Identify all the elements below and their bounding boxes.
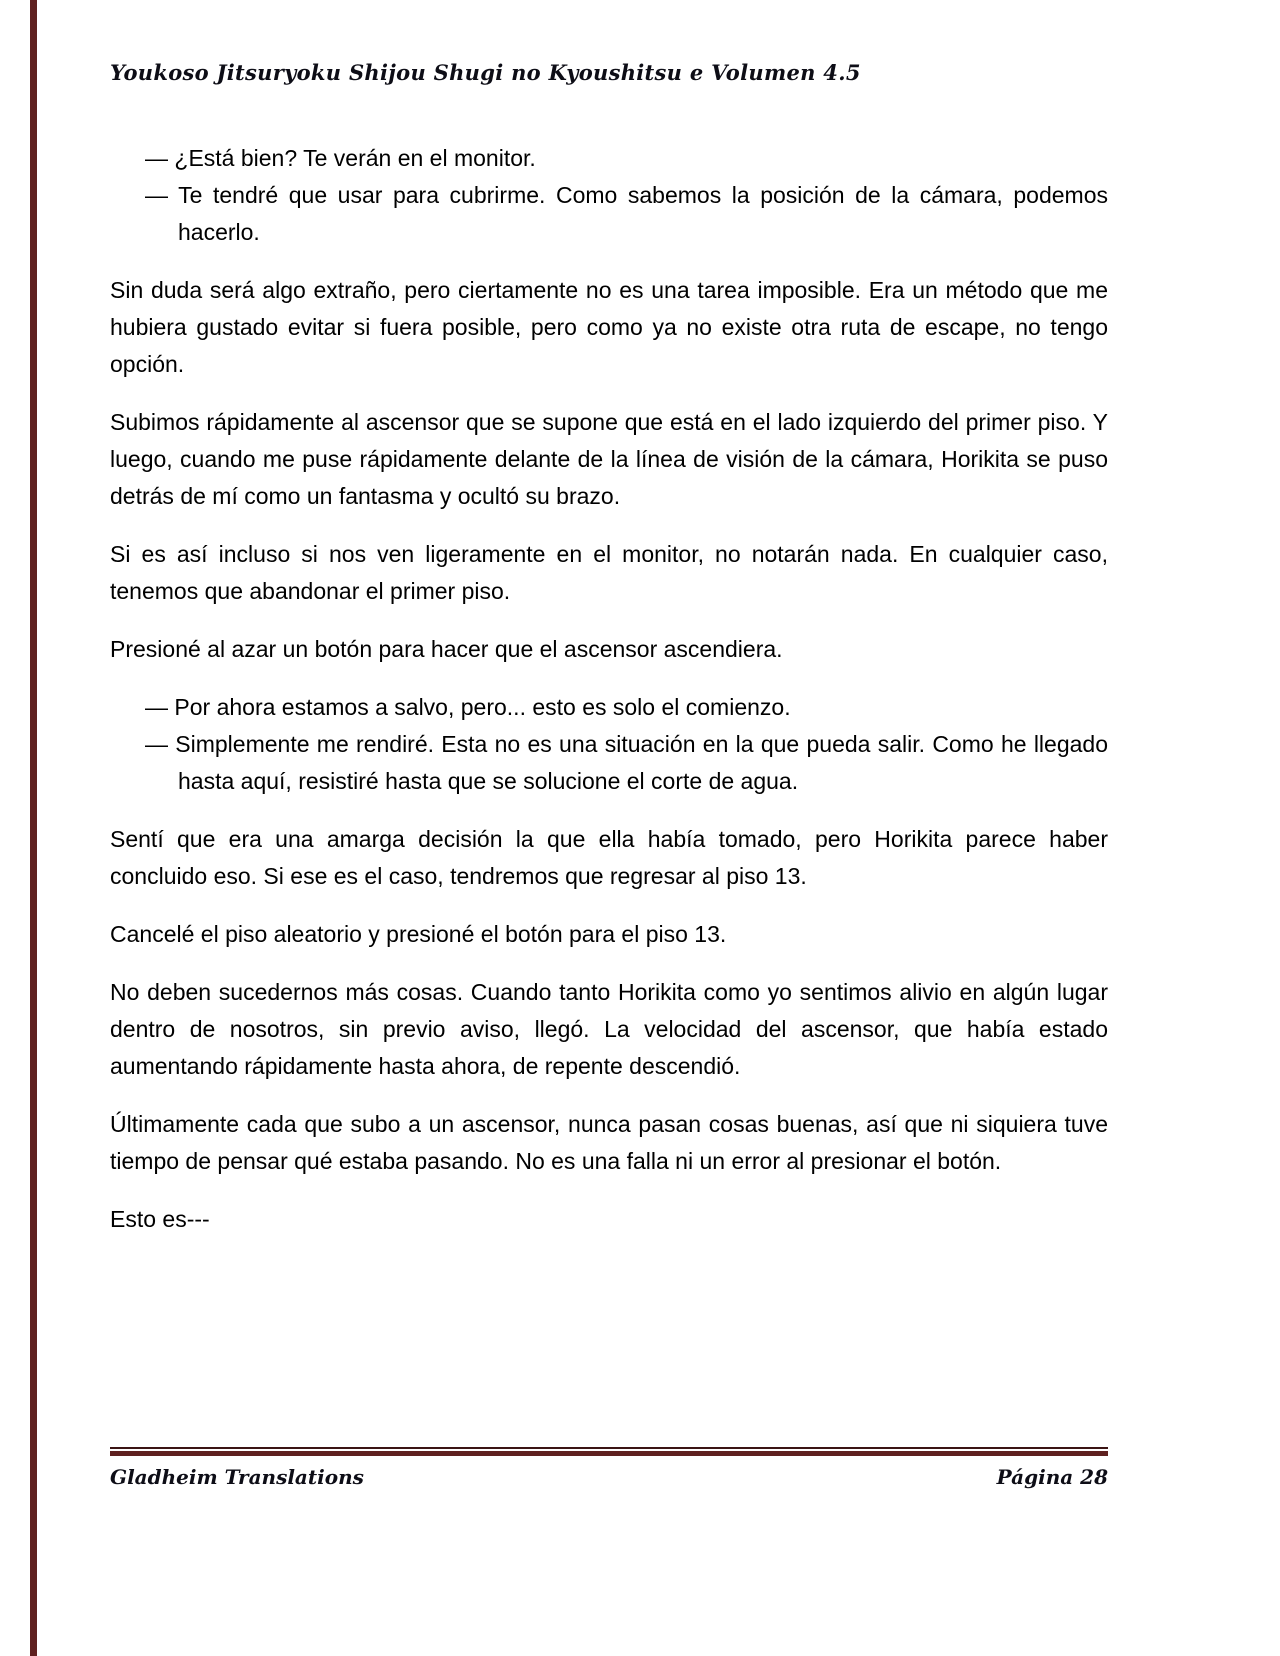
footer-translator-credit: Gladheim Translations [110, 1465, 364, 1489]
dialogue-list [145, 140, 1108, 251]
page-title: Youkoso Jitsuryoku Shijou Shugi no Kyoushitsu e Volumen 4.5 [110, 60, 861, 85]
footer-row [110, 1465, 1108, 1489]
dialogue-list [145, 689, 1108, 800]
dialogue-line: — Simplemente me rendiré. Esta no es una situación en la que pueda salir. Como he llegado hasta aquí, resistiré hasta que se solucione el corte de agua. [145, 731, 1108, 794]
left-margin-accent-bar [30, 0, 37, 1656]
paragraph: Sin duda será algo extraño, pero ciertamente no es una tarea imposible. Era un método que me hubiera gustado evitar si fuera posible, pero como ya no existe otra ruta de escape, no tengo opción. [110, 277, 1108, 377]
page-body [110, 140, 1108, 1259]
paragraph: Si es así incluso si nos ven ligeramente en el monitor, no notarán nada. En cualquier caso, tenemos que abandonar el primer piso. [110, 541, 1108, 604]
paragraph: No deben sucedernos más cosas. Cuando tanto Horikita como yo sentimos alivio en algún lugar dentro de nosotros, sin previo aviso, llegó. La velocidad del ascensor, que había estado aumentando rápidamente hasta ahora, de repente descendió. [110, 979, 1108, 1079]
page-header [110, 60, 1108, 85]
paragraph: Esto es--- [110, 1206, 210, 1232]
dialogue-line: — Por ahora estamos a salvo, pero... esto es solo el comienzo. [145, 694, 791, 720]
footer-page-number: Página 28 [996, 1465, 1108, 1489]
page-footer [110, 1447, 1108, 1489]
footer-rule-thin [110, 1447, 1108, 1449]
paragraph: Presioné al azar un botón para hacer que el ascensor ascendiera. [110, 636, 783, 662]
dialogue-line: — Te tendré que usar para cubrirme. Como sabemos la posición de la cámara, podemos hacerlo. [145, 182, 1108, 245]
paragraph: Cancelé el piso aleatorio y presioné el botón para el piso 13. [110, 921, 727, 947]
paragraph: Sentí que era una amarga decisión la que ella había tomado, pero Horikita parece haber concluido eso. Si ese es el caso, tendremos que regresar al piso 13. [110, 826, 1108, 889]
dialogue-line: — ¿Está bien? Te verán en el monitor. [145, 145, 536, 171]
footer-rule-thick [110, 1451, 1108, 1456]
paragraph: Últimamente cada que subo a un ascensor, nunca pasan cosas buenas, así que ni siquiera tuve tiempo de pensar qué estaba pasando. No es una falla ni un error al presionar el botón. [110, 1111, 1108, 1174]
paragraph: Subimos rápidamente al ascensor que se supone que está en el lado izquierdo del primer piso. Y luego, cuando me puse rápidamente delante de la línea de visión de la cámara, Horikita se puso detrás de mí como un fantasma y ocultó su brazo. [110, 409, 1108, 509]
